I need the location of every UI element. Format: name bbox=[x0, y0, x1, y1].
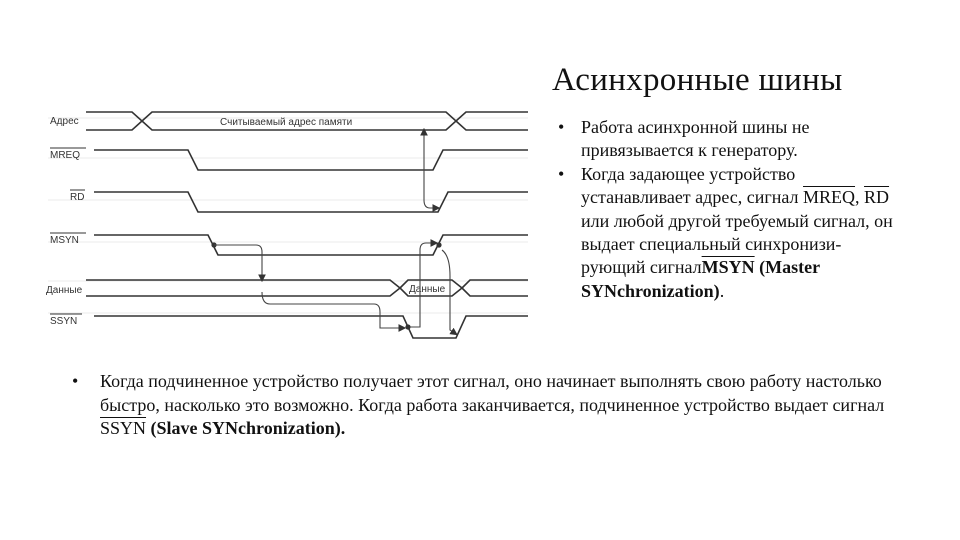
bullet-glyph: • bbox=[72, 371, 79, 391]
bottom-bullet-text: Когда подчиненное устройство получает этот сигнал, оно начинает выполнять свою работу настолько быстро, насколько это возможно. Когда работа заканчивается, подчиненное устройство выдает сигнал bbox=[100, 371, 885, 415]
address-bus-label: Считываемый адрес памяти bbox=[220, 117, 353, 128]
ssyn-waveform bbox=[94, 316, 528, 338]
causality-arrows bbox=[211, 130, 456, 334]
right-bullet-2-period: . bbox=[719, 280, 725, 301]
label-address: Адрес bbox=[50, 116, 79, 127]
right-bullet-2 bbox=[558, 163, 903, 303]
right-bullet-2-text-c: или любой другой требуемый сигнал, он выдает специальный синхронизи-рующий сигнал bbox=[581, 210, 893, 278]
msyn-waveform bbox=[94, 235, 528, 255]
right-bullet-2-text-b: , bbox=[855, 187, 865, 208]
label-ssyn: SSYN bbox=[50, 316, 78, 327]
mreq-signal: MREQ bbox=[803, 187, 856, 208]
right-bullet-2-text-a: Когда задающее устройство устанавливает адрес, сигнал bbox=[581, 163, 804, 208]
mreq-waveform bbox=[94, 150, 528, 170]
bottom-bullet-list bbox=[72, 370, 902, 441]
rd-waveform bbox=[94, 192, 528, 212]
right-bullet-1 bbox=[558, 116, 903, 163]
rd-signal: $\overline{RD}$ bbox=[864, 187, 890, 208]
label-rd: RD bbox=[70, 192, 85, 203]
msyn-expansion: (Master SYNchronization) bbox=[581, 257, 820, 301]
page-title: Асинхронные шины bbox=[552, 62, 843, 98]
msyn-signal: MSYN bbox=[701, 257, 755, 278]
label-mreq: MREQ bbox=[50, 150, 80, 161]
data-bus-waveform bbox=[86, 280, 528, 296]
data-bus-label: Данные bbox=[409, 284, 446, 295]
timing-diagram bbox=[38, 100, 528, 360]
bullet-glyph: • bbox=[558, 163, 565, 184]
label-msyn: MSYN bbox=[50, 235, 79, 246]
label-data: Данные bbox=[46, 285, 83, 296]
right-bullet-list bbox=[558, 116, 903, 303]
ssyn-expansion: (Slave SYNchronization). bbox=[146, 418, 346, 438]
bottom-bullet bbox=[72, 370, 902, 441]
ssyn-signal: SSYN bbox=[100, 418, 147, 438]
bullet-glyph: • bbox=[558, 117, 565, 137]
right-bullet-1-text: Работа асинхронной шины не привязывается к генератору. bbox=[581, 117, 810, 161]
